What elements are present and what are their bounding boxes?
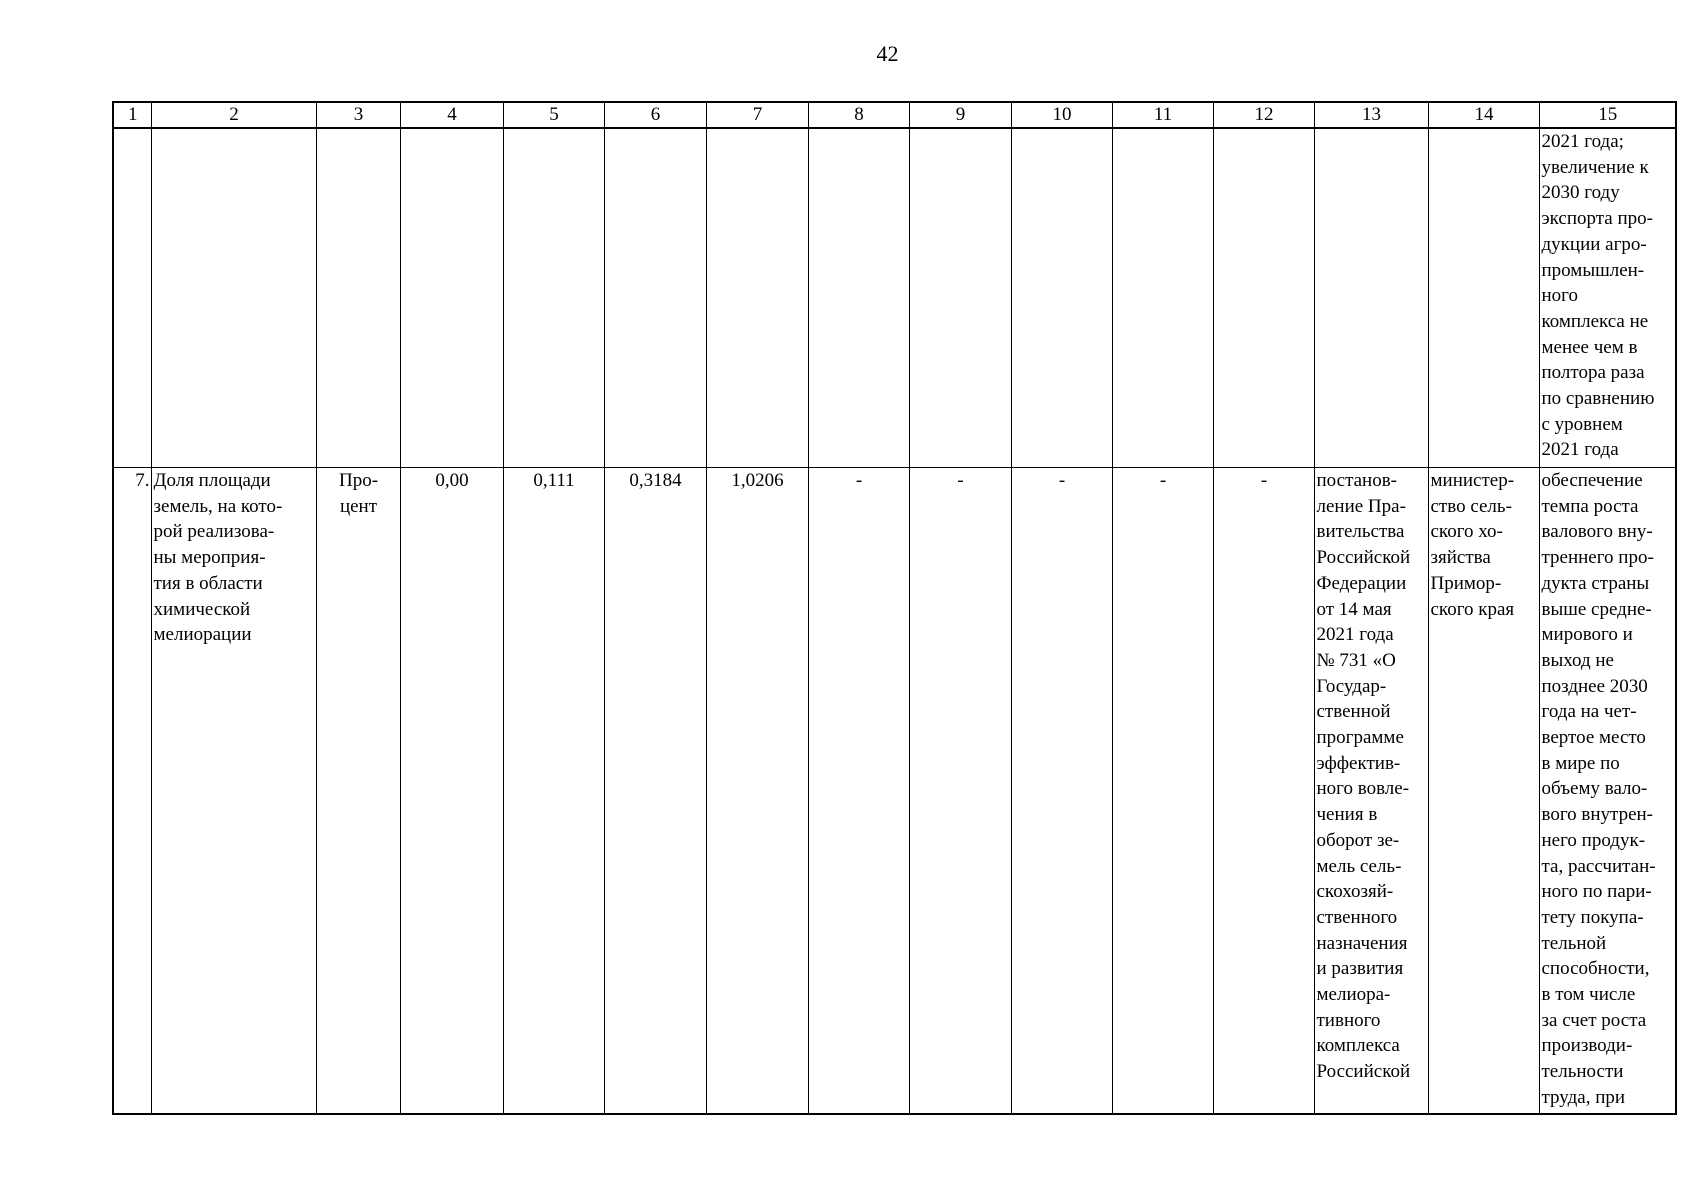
text-line: 2021 года — [1316, 624, 1394, 646]
text-line: эффектив- — [1316, 752, 1401, 774]
text-line: земель, на кото- — [153, 495, 283, 517]
column-header: 10 — [1011, 102, 1112, 128]
value-cell: 0,00 — [400, 468, 503, 1115]
column-number-row — [113, 102, 1676, 128]
text-line: выход не — [1541, 649, 1614, 671]
text-line: за счет роста — [1541, 1009, 1647, 1031]
column-header: 8 — [808, 102, 909, 128]
text-line: оборот зе- — [1316, 829, 1400, 851]
column-header: 13 — [1314, 102, 1428, 128]
text-line: цент — [339, 495, 378, 517]
column-header: 6 — [604, 102, 706, 128]
table-cell — [316, 128, 400, 468]
goal-text — [1542, 129, 1675, 463]
value-cell: - — [1112, 468, 1213, 1115]
table-cell — [604, 128, 706, 468]
indicator-table — [112, 101, 1677, 1115]
text-line: тету покупа- — [1541, 906, 1644, 928]
column-header: 11 — [1112, 102, 1213, 128]
column-header: 1 — [113, 102, 151, 128]
table-cell — [1428, 128, 1539, 468]
value-cell: - — [808, 468, 909, 1115]
goal-cell — [1539, 468, 1676, 1115]
column-header: 7 — [706, 102, 808, 128]
value-cell: 1,0206 — [706, 468, 808, 1115]
text-line: темпа роста — [1541, 495, 1639, 517]
table-cell — [808, 128, 909, 468]
text-line: дукта страны — [1541, 572, 1650, 594]
text-line: года на чет- — [1541, 701, 1637, 723]
value-cell: 0,3184 — [604, 468, 706, 1115]
table-cell — [1011, 128, 1112, 468]
text-line: химической — [153, 598, 251, 620]
text-line: от 14 мая — [1316, 598, 1392, 620]
row-number: 7. — [113, 468, 151, 1115]
document-text — [1317, 468, 1427, 1085]
text-line: тия в области — [153, 572, 263, 594]
text-line: и развития — [1316, 958, 1404, 980]
text-line: Российской — [1316, 1061, 1411, 1083]
table-cell — [113, 128, 151, 468]
text-line: комплекса — [1316, 1035, 1400, 1057]
text-line: 2021 года — [1541, 439, 1619, 461]
table-cell — [1314, 128, 1428, 468]
text-line: № 731 «О — [1316, 649, 1396, 671]
page-number: 42 — [876, 41, 899, 66]
column-header: 12 — [1213, 102, 1314, 128]
text-line: вого внутрен- — [1541, 804, 1654, 826]
goal-cell-continued — [1539, 128, 1676, 468]
table-cell — [1112, 128, 1213, 468]
text-line: труда, при — [1541, 1086, 1626, 1108]
text-line: треннего про- — [1541, 547, 1654, 569]
text-line: в том числе — [1541, 984, 1636, 1006]
column-header: 9 — [909, 102, 1011, 128]
value-cell: - — [1011, 468, 1112, 1115]
goal-text — [1542, 468, 1675, 1111]
text-line: ственного — [1316, 906, 1398, 928]
text-line: способности, — [1541, 958, 1650, 980]
text-line: ного вовле- — [1316, 778, 1410, 800]
text-line: программе — [1316, 727, 1404, 749]
text-line: экспорта про- — [1541, 208, 1653, 230]
text-line: вительства — [1316, 521, 1405, 543]
text-line: постанов- — [1316, 470, 1398, 491]
unit-cell — [316, 468, 400, 1115]
text-line: 2030 году — [1541, 182, 1620, 204]
text-line: мель сель- — [1316, 855, 1402, 877]
text-line: валового вну- — [1541, 521, 1653, 543]
text-line: скохозяй- — [1316, 881, 1394, 903]
table-row-continuation — [113, 128, 1676, 468]
table-row-7 — [113, 468, 1676, 1115]
text-line: объему вало- — [1541, 778, 1648, 800]
table-cell — [151, 128, 316, 468]
text-line: тельности — [1541, 1061, 1624, 1083]
text-line: полтора раза — [1541, 362, 1645, 384]
value-cell: 0,111 — [503, 468, 604, 1115]
column-header: 4 — [400, 102, 503, 128]
responsible-cell — [1428, 468, 1539, 1115]
text-line: та, рассчитан- — [1541, 855, 1656, 877]
text-line: Доля площади — [153, 470, 271, 491]
table-cell — [706, 128, 808, 468]
text-line: с уровнем — [1541, 413, 1623, 435]
text-line: выше средне- — [1541, 598, 1652, 620]
responsible-text — [1431, 468, 1538, 622]
text-line: назначения — [1316, 932, 1408, 954]
text-line: мелиорации — [153, 624, 252, 646]
text-line: тивного — [1316, 1009, 1381, 1031]
document-cell — [1314, 468, 1428, 1115]
text-line: дукции агро- — [1541, 233, 1647, 255]
text-line: комплекса не — [1541, 310, 1649, 332]
text-line: Российской — [1316, 547, 1411, 569]
text-line: в мире по — [1541, 752, 1620, 774]
table-cell — [1213, 128, 1314, 468]
indicator-name — [154, 468, 315, 648]
text-line: увеличение к — [1541, 156, 1649, 178]
text-line: министер- — [1430, 470, 1515, 491]
column-header: 14 — [1428, 102, 1539, 128]
table-cell — [503, 128, 604, 468]
text-line: тельной — [1541, 932, 1607, 954]
text-line: Федерации — [1316, 572, 1407, 594]
column-header: 5 — [503, 102, 604, 128]
text-line: чения в — [1316, 804, 1378, 826]
text-line: менее чем в — [1541, 336, 1638, 358]
indicator-name-cell — [151, 468, 316, 1115]
text-line: производи- — [1541, 1035, 1633, 1057]
column-header: 2 — [151, 102, 316, 128]
text-line: зяйства — [1430, 547, 1491, 569]
text-line: мелиора- — [1316, 984, 1391, 1006]
value-cell: - — [1213, 468, 1314, 1115]
text-line: ны мероприя- — [153, 547, 266, 569]
text-line: обеспечение — [1541, 470, 1643, 491]
text-line: него продук- — [1541, 829, 1646, 851]
text-line: по сравнению — [1541, 388, 1655, 410]
value-cell: - — [909, 468, 1011, 1115]
text-line: вертое место — [1541, 727, 1646, 749]
text-line: промышлен- — [1541, 259, 1645, 281]
text-line: мирового и — [1541, 624, 1633, 646]
text-line: ство сель- — [1430, 495, 1512, 517]
text-line: ского хо- — [1430, 521, 1503, 543]
text-line: Примор- — [1430, 572, 1502, 594]
text-line: ственной — [1316, 701, 1391, 723]
column-header: 15 — [1539, 102, 1676, 128]
text-line: рой реализова- — [153, 521, 275, 543]
text-line: ного по пари- — [1541, 881, 1652, 903]
table-cell — [400, 128, 503, 468]
text-line: ление Пра- — [1316, 495, 1406, 517]
text-line: Государ- — [1316, 675, 1387, 697]
text-line: ского края — [1430, 598, 1515, 620]
text-line: 2021 года; — [1541, 131, 1624, 152]
text-line: ного — [1541, 285, 1578, 307]
text-line: Про- — [338, 470, 379, 491]
table-cell — [909, 128, 1011, 468]
unit — [319, 468, 399, 519]
column-header: 3 — [316, 102, 400, 128]
text-line: позднее 2030 — [1541, 675, 1648, 697]
